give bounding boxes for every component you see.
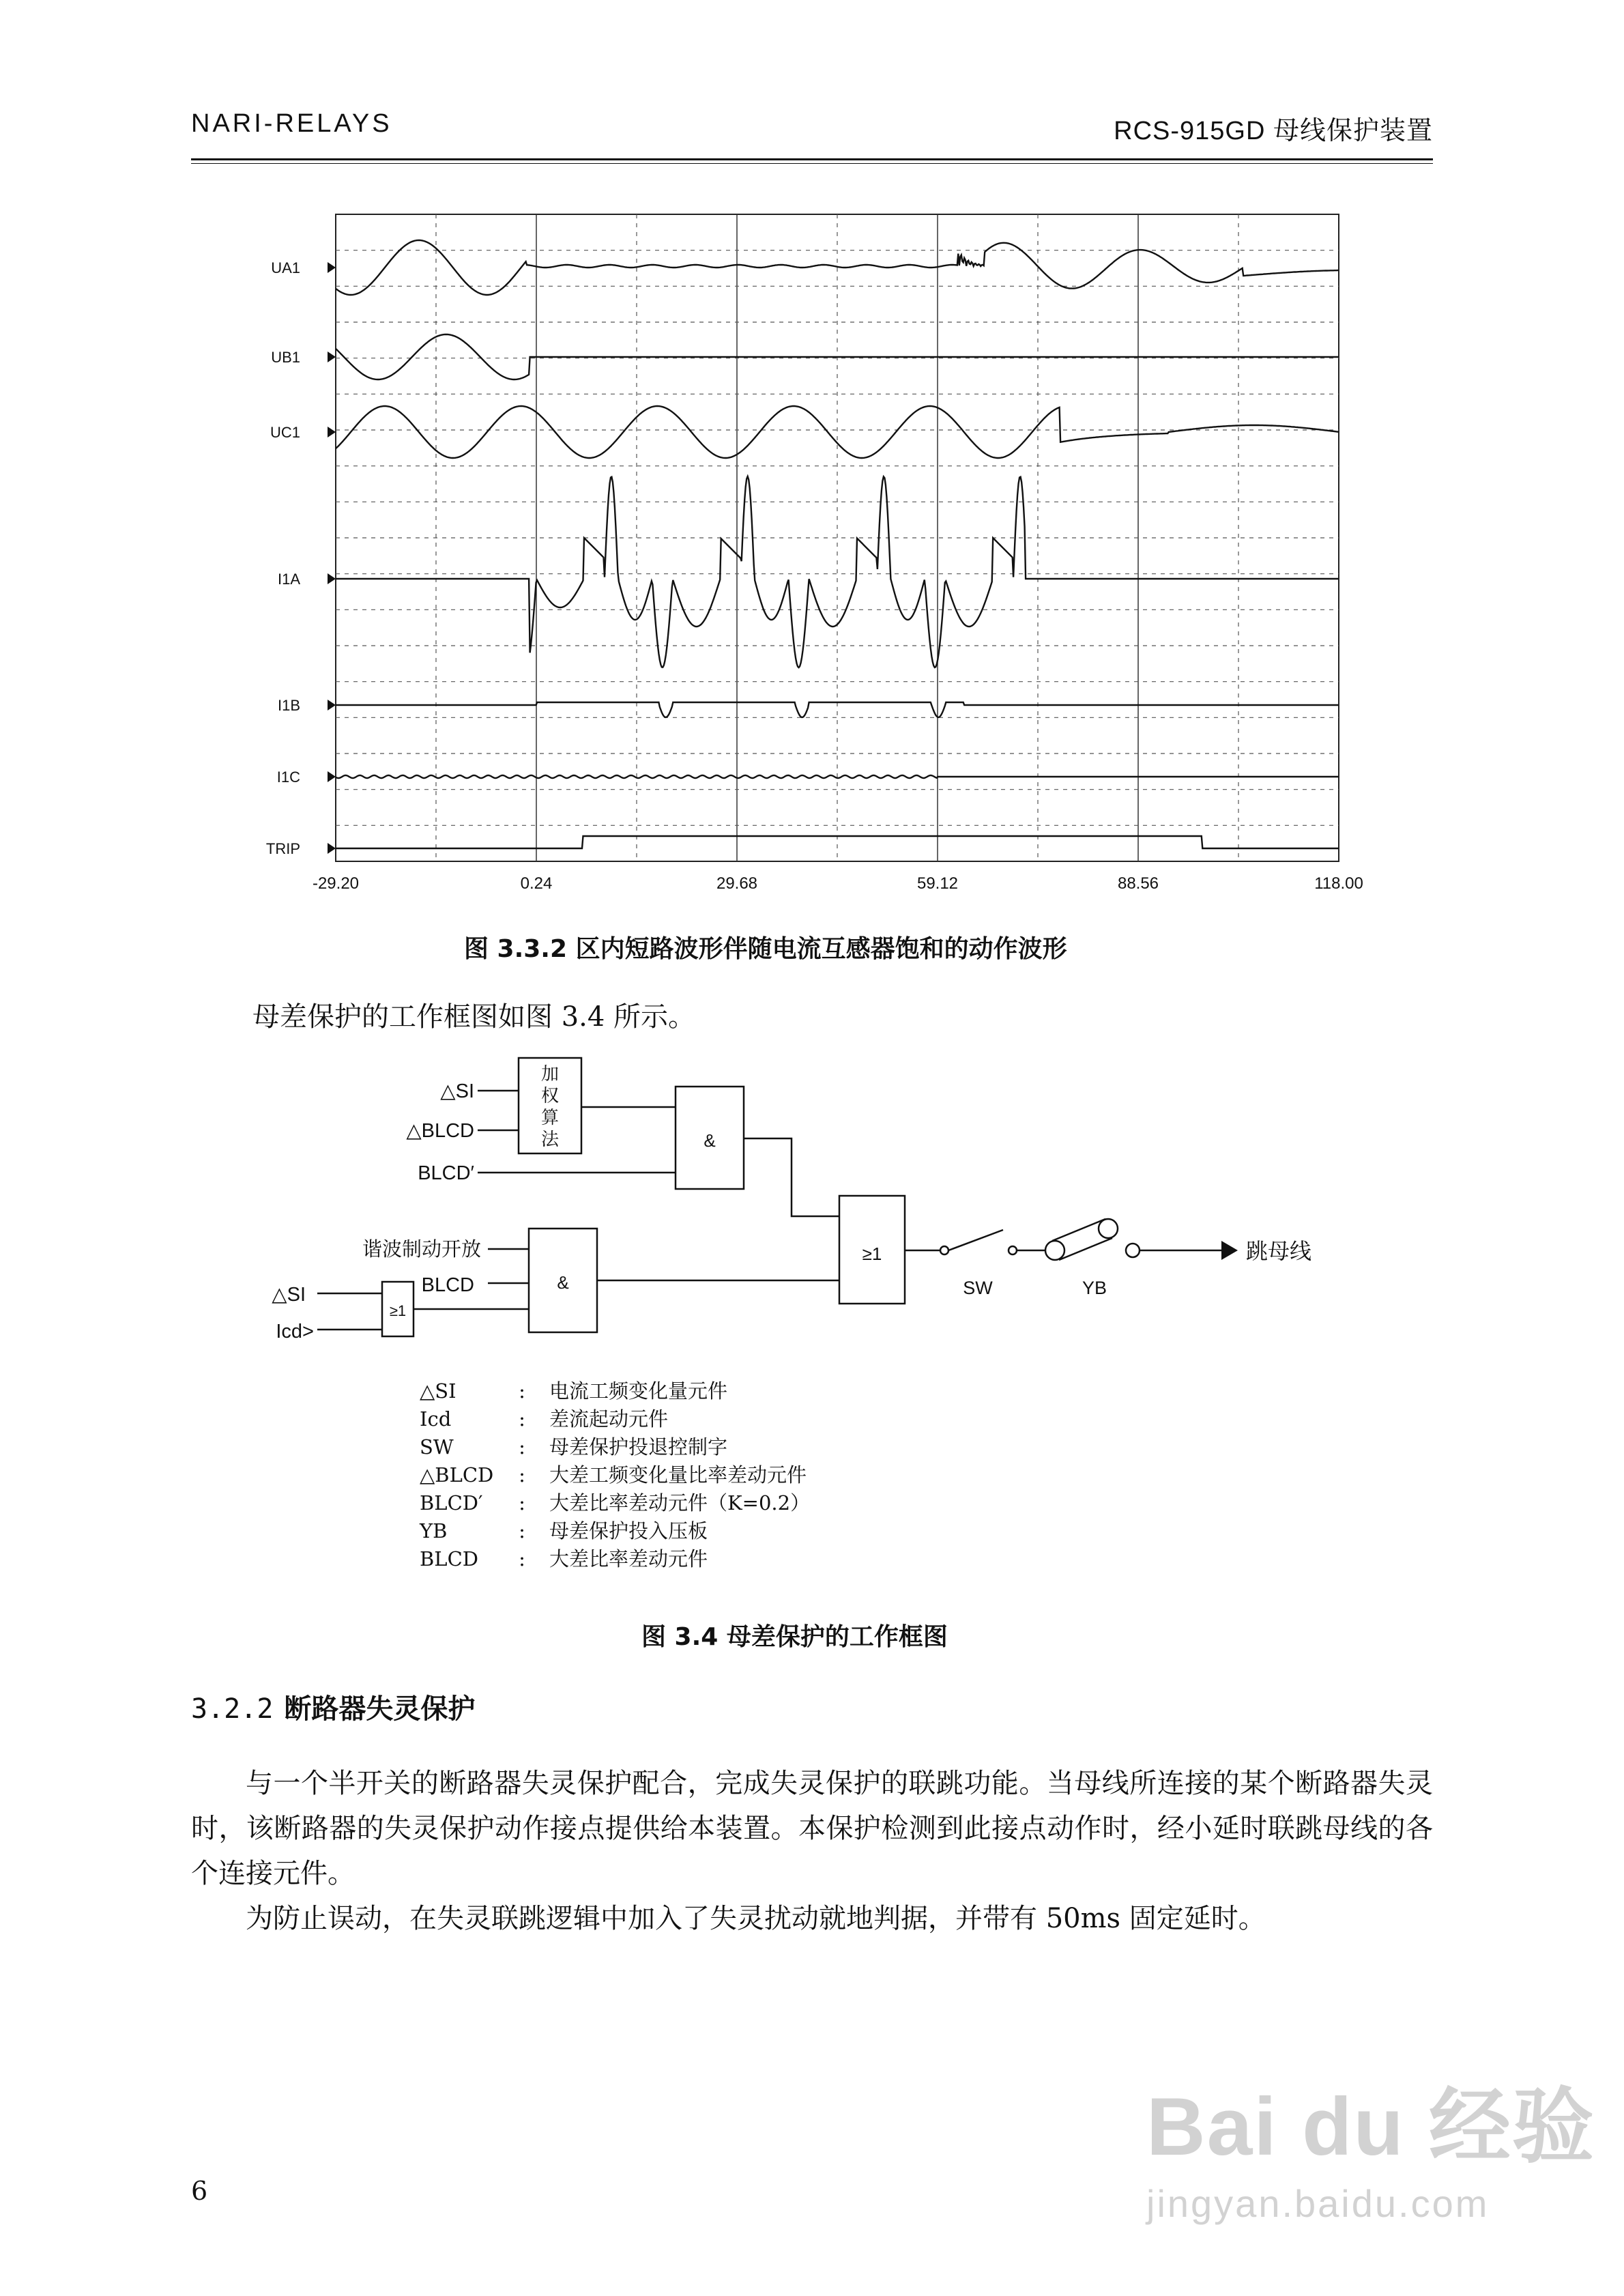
section-number: 3.2.2: [191, 1693, 274, 1725]
or-gate-small-label: ≥1: [389, 1302, 407, 1319]
output-arrow: [1221, 1241, 1238, 1260]
page-number: 6: [191, 2176, 208, 2206]
channel-label-i1c: I1C: [276, 769, 300, 786]
legend-desc: 大差比率差动元件: [549, 1547, 708, 1570]
legend-key: SW: [420, 1435, 454, 1459]
legend-key: △SI: [420, 1379, 456, 1403]
weight-block-label: [541, 1063, 560, 1149]
paragraph-1: 与一个半开关的断路器失灵保护配合，完成失灵保护的联跳功能。当母线所连接的某个断路器失灵时，该断路器的失灵保护动作接点提供给本装置。本保护检测到此接点动作时，经小延时联跳母线的各个连接元件。: [191, 1768, 1433, 1889]
legend-colon: :: [519, 1491, 525, 1515]
legend-colon: :: [519, 1547, 525, 1570]
x-tick-label: 88.56: [1117, 874, 1159, 893]
channel-label-uc1: UC1: [270, 424, 300, 441]
legend-colon: :: [519, 1435, 525, 1459]
legend-desc: 母差保护投入压板: [549, 1519, 708, 1542]
x-tick-label: -29.20: [312, 874, 360, 893]
x-tick-label: 0.24: [520, 874, 553, 893]
channel-label-i1b: I1B: [277, 697, 300, 714]
legend-row: [420, 1545, 810, 1573]
legend-colon: :: [519, 1379, 525, 1403]
input-dsi-2: △SI: [272, 1284, 306, 1306]
input-blcd: BLCD: [421, 1274, 474, 1296]
input-icd: Icd>: [276, 1321, 314, 1343]
legend-row: [420, 1461, 810, 1489]
x-tick-label: 118.00: [1314, 874, 1363, 893]
legend-row: [420, 1405, 810, 1433]
channel-label-trip: TRIP: [265, 840, 300, 857]
and-gate-1-label: &: [704, 1130, 716, 1151]
input-dblcd: △BLCD: [406, 1120, 474, 1142]
channel-label-ua1: UA1: [271, 259, 300, 276]
legend-key: BLCD: [420, 1547, 479, 1570]
legend-key: YB: [420, 1519, 448, 1542]
weight-char: 法: [540, 1129, 560, 1149]
channel-label-ub1: UB1: [271, 349, 300, 366]
x-tick-label: 29.68: [716, 874, 758, 893]
legend: [420, 1377, 810, 1573]
legend-colon: :: [519, 1463, 525, 1487]
input-blcd-prime: BLCD′: [418, 1162, 474, 1184]
legend-desc: 母差保护投退控制字: [549, 1435, 728, 1459]
or-gate-main-label: ≥1: [862, 1244, 882, 1264]
weight-char: 权: [540, 1085, 560, 1106]
legend-desc: 大差比率差动元件（K=0.2）: [549, 1491, 811, 1515]
input-harmonic: 谐波制动开放: [362, 1239, 481, 1261]
legend-desc: 大差工频变化量比率差动元件: [549, 1463, 807, 1487]
legend-row: [420, 1489, 810, 1517]
paragraph-2: 为防止误动，在失灵联跳逻辑中加入了失灵扰动就地判据，并带有 50ms 固定延时。: [246, 1903, 1266, 1934]
legend-colon: :: [519, 1519, 525, 1542]
legend-row: [420, 1377, 810, 1405]
and-gate-2-label: &: [557, 1272, 569, 1293]
legend-colon: :: [519, 1407, 525, 1431]
legend-desc: 差流起动元件: [549, 1407, 669, 1431]
watermark: [1146, 2061, 1595, 2226]
x-tick-label: 59.12: [916, 874, 959, 893]
legend-desc: 电流工频变化量元件: [549, 1379, 728, 1403]
legend-key: Icd: [420, 1407, 452, 1431]
sw-label: SW: [963, 1278, 993, 1298]
figure1-caption: 图 3.3.2 区内短路波形伴随电流互感器饱和的动作波形: [464, 935, 1067, 963]
header-right: RCS-915GD 母线保护装置: [1114, 117, 1433, 145]
section-heading: [191, 1687, 475, 1726]
intro-text: 母差保护的工作框图如图 3.4 所示。: [252, 1001, 696, 1033]
figure2-caption: 图 3.4 母差保护的工作框图: [641, 1623, 948, 1651]
weight-char: 加: [540, 1063, 560, 1084]
channel-label-i1a: I1A: [277, 571, 300, 588]
section-title: 断路器失灵保护: [284, 1693, 476, 1725]
watermark-url: jingyan.baidu.com: [1146, 2182, 1490, 2225]
header-left: NARI-RELAYS: [191, 109, 392, 138]
legend-row: [420, 1433, 810, 1461]
watermark-brand: Bai du 经验: [1146, 2081, 1596, 2172]
legend-row: [420, 1517, 810, 1545]
input-dsi: △SI: [440, 1080, 474, 1102]
output-label: 跳母线: [1246, 1239, 1312, 1263]
legend-key: △BLCD: [420, 1463, 494, 1487]
weight-char: 算: [540, 1107, 560, 1128]
yb-label: YB: [1082, 1278, 1107, 1298]
legend-key: BLCD′: [420, 1491, 483, 1515]
